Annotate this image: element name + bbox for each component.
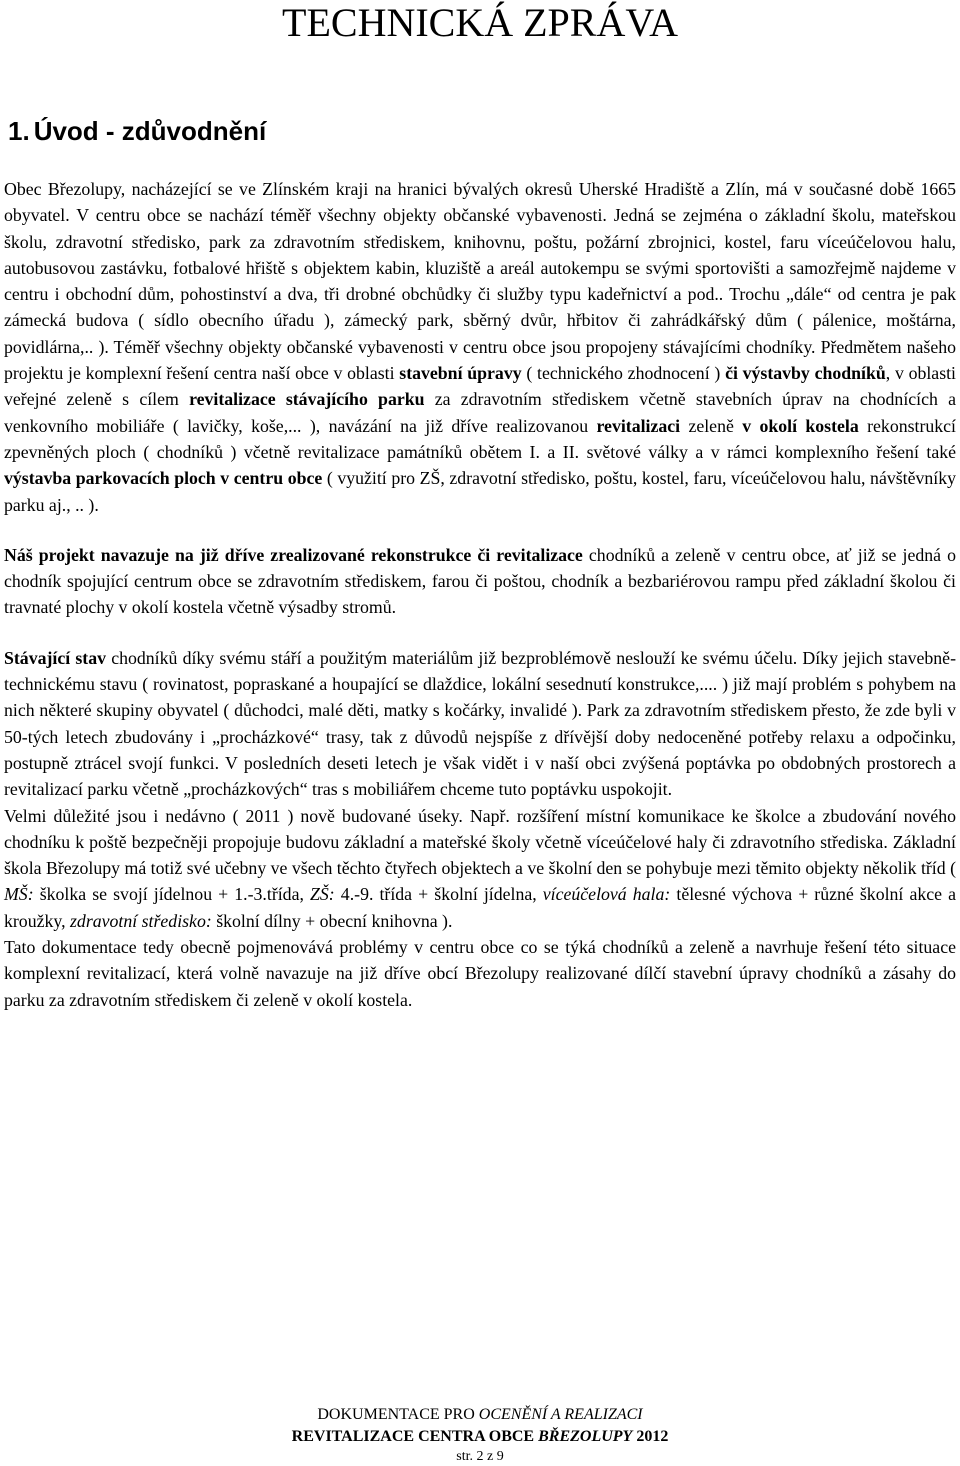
- text-run: zeleně: [680, 415, 743, 436]
- text-run: chodníků díky svému stáří a použitým materiálům již bezproblémově neslouží ke svému účelu. Díky jejich stavebně-technickému stavu ( rovinatost, popraskané a houpající se dlaždice, lokální sesednutí konstrukce,.... ) již mají problém s pohybem na nich některé skupiny obyvatel ( důchodci, malé děti, matky s kočárky, invalidé ). Park za zdravotním střediskem přesto, že zde byli v 50-tých letech zbudovány i „procházkové“ trasy, tak z důvodů nejspíše z dřívější doby nedoceněné potřeby relaxu a odpočinku, postupně ztrácel svojí funkci. V posledních deseti letech je však vidět i v naší obci zvýšená poptávka po obdobných prostorech a revitalizací parku včetně „procházkových“ tras s mobiliářem chceme tuto poptávku uspokojit.: [4, 647, 956, 800]
- text-run: ( technického zhodnocení ): [521, 363, 726, 384]
- text-run: Velmi důležité jsou i nedávno ( 2011 ) nově budované úseky. Např. rozšíření místní komunikace ke školce a zbudování nového chodníku k poště bezpečněji propojuje budovu základní a mateřské školy včetně víceúčelové haly či zdravotního střediska. Základní škola Březolupy má totiž své učebny ve všech těchto čtyřech objektech a ve školní den se pohybuje mezi těmito objekty několik tříd (: [4, 805, 957, 879]
- section-heading: [8, 116, 266, 147]
- emphasis-italic: víceúčelová hala:: [542, 884, 671, 905]
- paragraph: [4, 934, 956, 1013]
- page-number: str. 2 z 9: [456, 1449, 504, 1464]
- footer-line-1: [0, 1404, 960, 1426]
- emphasis-bold: stavební úpravy: [399, 363, 522, 384]
- paragraph: [4, 542, 956, 621]
- page-footer: [0, 1404, 960, 1466]
- text-run: školní dílny + obecní knihovna ).: [211, 910, 453, 931]
- paragraph-gap: [4, 621, 956, 645]
- text-run: školka se svojí jídelnou + 1.-3.třída,: [33, 884, 311, 905]
- paragraph-gap: [4, 518, 956, 542]
- emphasis-italic: zdravotní středisko:: [70, 910, 212, 931]
- text-run: Obec Březolupy, nacházející se ve Zlínském kraji na hranici bývalých okresů Uherské Hradiště a Zlín, má v současné době 1665 obyvatel. V centru obce se nachází téměř všechny objekty občanské vybavenosti. Jedná se zejména o základní školu, mateřskou školu, zdravotní středisko, park za zdravotním střediskem, knihovnu, poštu, požární zbrojnici, kostel, faru víceúčelovou halu, autobusovou zastávku, fotbalové hřiště s objektem kabin, kluziště a areál autokempu se svými sportovišti a samozřejmě najdeme v centru i obchodní dům, pohostinství a dva, tři drobné obchůdky či služby typu kadeřnictví a pod.. Trochu „dále“ od centra je pak zámecká budova ( sídlo obecního úřadu ), zámecký park, sběrný dvůr, hřbitov či zahrádkářský dům ( pálenice, moštárna, povidlárna,.. ). Téměř všechny objekty občanské vybavenosti v centru obce jsou propojeny stávajícími chodníky. Předmětem našeho projektu je komplexní řešení centra naší obce v oblasti: [4, 179, 956, 384]
- text-run: ( využití pro ZŠ, zdravotní středisko, poštu, kostel, faru, víceúčelovou halu, návštěvníky parku aj., .. ).: [4, 468, 956, 515]
- text-run: rekonstrukcí zpevněných ploch ( chodníků ) včetně revitalizace památníků obětem I. a II. světové války a v rámci komplexního řešení také: [4, 415, 956, 462]
- footer-line-2: [0, 1426, 960, 1448]
- emphasis-bold: Náš projekt navazuje na již dříve zrealizované rekonstrukce či revitalizace: [4, 544, 583, 565]
- emphasis-italic: ZŠ:: [310, 884, 335, 905]
- paragraph: [4, 645, 956, 803]
- text-run: za zdravotním střediskem včetně stavebních úprav na chodnících a venkovního mobiliáře ( lavičky, koše,... ), navázání na již dříve realizovanou: [4, 389, 956, 436]
- emphasis-italic: MŠ:: [4, 884, 34, 905]
- emphasis-bold: výstavba parkovacích ploch v centru obce: [4, 468, 323, 489]
- footer-project: REVITALIZACE CENTRA OBCE: [291, 1428, 539, 1445]
- footer-doc-purpose: OCENĚNÍ A REALIZACI: [478, 1406, 643, 1423]
- emphasis-bold: v okolí kostela: [742, 415, 859, 436]
- section-title: Úvod - zdůvodnění: [33, 116, 267, 146]
- text-run: 4.-9. třída + školní jídelna,: [334, 884, 543, 905]
- footer-doc-type: DOKUMENTACE PRO: [317, 1406, 479, 1423]
- footer-year: 2012: [632, 1428, 669, 1445]
- section-number: 1.: [8, 116, 30, 146]
- emphasis-bold: revitalizaci: [596, 415, 681, 436]
- text-run: , v oblasti veřejné zeleně s cílem: [4, 363, 956, 410]
- emphasis-bold: Stávající stav: [4, 647, 106, 668]
- paragraph: [4, 803, 956, 934]
- text-run: chodníků a zeleně v centru obce, ať již se jedná o chodník spojující centrum obce se zdravotním střediskem, farou či poštou, chodník a bezbariérovou rampu před základní školou či travnaté plochy v okolí kostela včetně výsadby stromů.: [4, 544, 956, 618]
- emphasis-bold: či výstavby chodníků: [725, 363, 886, 384]
- text-run: Tato dokumentace tedy obecně pojmenovává problémy v centru obce co se týká chodníků a zeleně a navrhuje řešení této situace komplexní revitalizací, která volně navazuje na již dříve obcí Březolupy realizované dílčí stavební úpravy chodníků a zásahy do parku za zdravotním střediskem či zeleně v okolí kostela.: [4, 937, 956, 1010]
- footer-municipality: BŘEZOLUPY: [538, 1428, 633, 1445]
- paragraph: [4, 176, 956, 518]
- document-body: [4, 176, 956, 1013]
- emphasis-bold: revitalizace stávajícího parku: [189, 389, 425, 410]
- document-title: TECHNICKÁ ZPRÁVA: [282, 0, 678, 45]
- text-run: tělesné výchova + různé školní akce a kroužky,: [4, 884, 956, 931]
